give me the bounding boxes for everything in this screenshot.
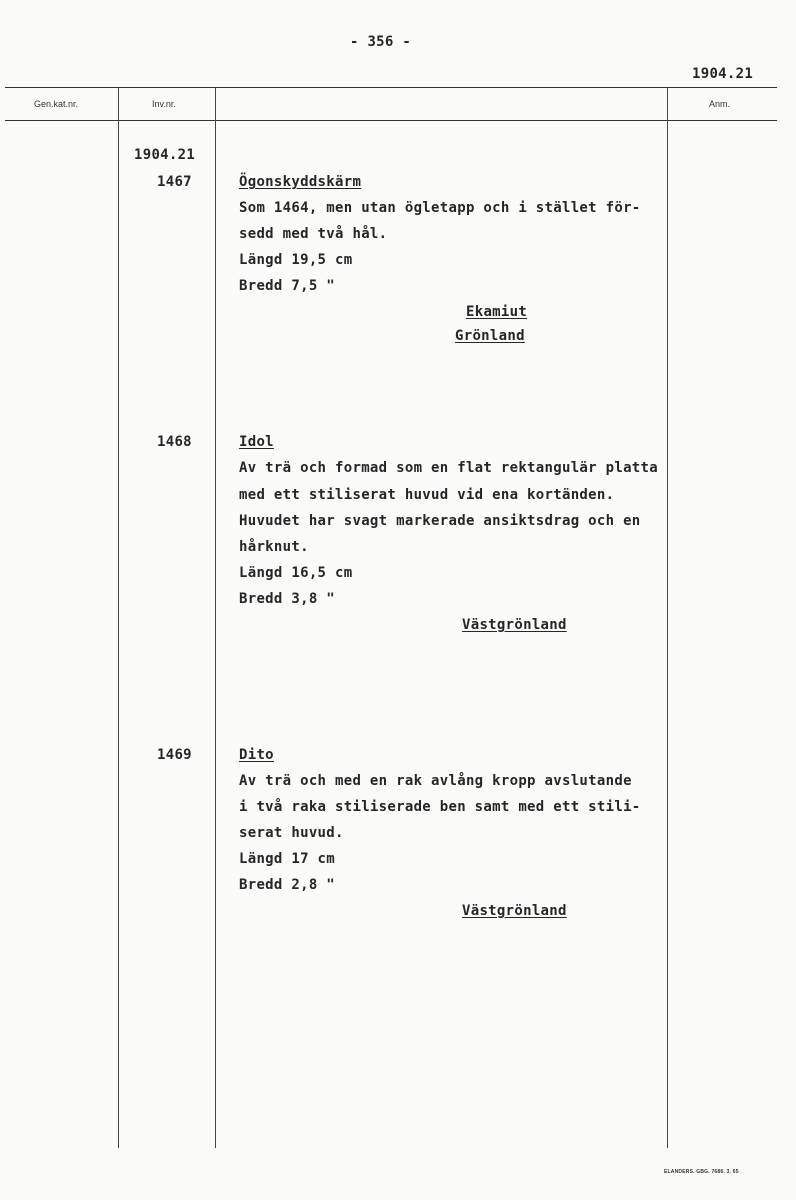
description-line: i två raka stiliserade ben samt med ett stili- (239, 799, 641, 815)
description-line: Av trä och med en rak avlång kropp avslutande (239, 773, 632, 789)
column-header-gen-kat: Gen.kat.nr. (34, 99, 79, 109)
table-header-rule (5, 120, 777, 121)
entry-date: 1904.21 (134, 147, 196, 163)
column-header-anm: Anm. (709, 99, 731, 109)
width-line: Bredd 2,8 " (239, 877, 336, 893)
inv-number: 1469 (157, 747, 192, 763)
description-line: Som 1464, men utan ögletapp och i stället för- (239, 200, 641, 216)
width-line: Bredd 7,5 " (239, 278, 336, 294)
column-divider-anm (667, 88, 668, 1148)
column-header-inv: Inv.nr. (152, 99, 176, 109)
description-line: hårknut. (239, 539, 309, 555)
length-line: Längd 16,5 cm (239, 565, 353, 581)
entry-title: Ögonskyddskärm (239, 174, 362, 190)
printer-imprint: ELANDERS. GBG. 7686. 3. 65 (664, 1169, 739, 1175)
locality: Ekamiut (466, 304, 528, 320)
column-divider-text (215, 88, 216, 1148)
column-divider-inv (118, 88, 119, 1148)
description-line: sedd med två hål. (239, 226, 388, 242)
page-number: - 356 - (350, 34, 412, 50)
length-line: Längd 19,5 cm (239, 252, 353, 268)
entry-title: Idol (239, 434, 274, 450)
table-top-rule (5, 87, 777, 88)
description-line: Huvudet har svagt markerade ansiktsdrag och en (239, 513, 641, 529)
entry-title: Dito (239, 747, 274, 763)
locality: Västgrönland (462, 617, 567, 633)
length-line: Längd 17 cm (239, 851, 336, 867)
description-line: Av trä och formad som en flat rektangulär platta (239, 460, 658, 476)
header-date: 1904.21 (692, 66, 754, 82)
locality: Västgrönland (462, 903, 567, 919)
description-line: serat huvud. (239, 825, 344, 841)
locality: Grönland (455, 328, 525, 344)
description-line: med ett stiliserat huvud vid ena kortänden. (239, 487, 615, 503)
inv-number: 1467 (157, 174, 192, 190)
width-line: Bredd 3,8 " (239, 591, 336, 607)
inv-number: 1468 (157, 434, 192, 450)
